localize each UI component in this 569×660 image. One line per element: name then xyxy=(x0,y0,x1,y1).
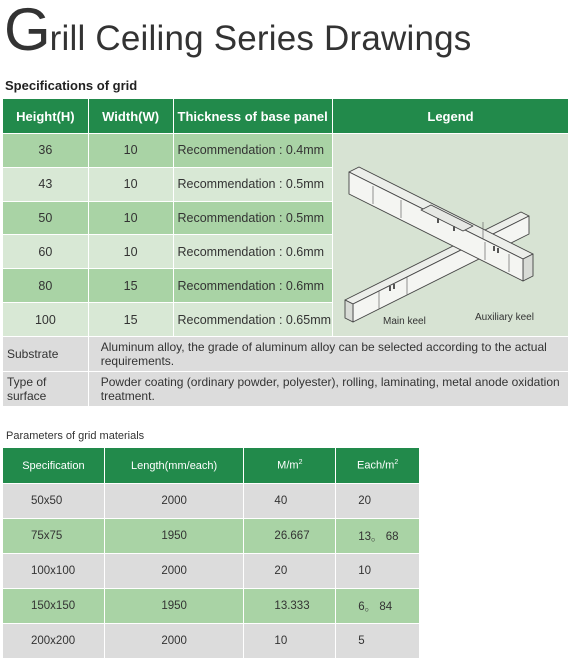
cell-m: 40 xyxy=(244,484,336,519)
cell-width: 10 xyxy=(88,235,173,269)
spec-header-row xyxy=(3,99,569,134)
cell-length: 2000 xyxy=(104,624,244,659)
header-each-label: Each/m xyxy=(357,459,395,472)
cell-each: 13。 68 xyxy=(336,519,420,554)
cell-length: 1950 xyxy=(104,589,244,624)
header-length: Length(mm/each) xyxy=(104,448,244,484)
cell-length: 2000 xyxy=(104,554,244,589)
table-row xyxy=(3,519,420,554)
table-row xyxy=(3,134,569,168)
header-thickness: Thickness of base panel xyxy=(173,99,332,134)
grid-keel-illustration xyxy=(333,134,567,336)
cell-thickness: Recommendation : 0.6mm xyxy=(173,235,332,269)
param-table xyxy=(2,447,420,659)
cell-m: 10 xyxy=(244,624,336,659)
legend-auxiliary-keel: Auxiliary keel xyxy=(474,312,534,323)
cell-each: 20 xyxy=(336,484,420,519)
header-m-label: M/m xyxy=(277,459,299,472)
table-row xyxy=(3,624,420,659)
header-each-per-m2 xyxy=(336,448,420,484)
cell-spec: 200x200 xyxy=(3,624,105,659)
table-row xyxy=(3,484,420,519)
cell-height: 50 xyxy=(3,201,89,235)
surface-value: Powder coating (ordinary powder, polyester), rolling, laminating, metal anode oxidation treatment. xyxy=(88,372,568,407)
legend-cell xyxy=(332,134,568,337)
table-row xyxy=(3,554,420,589)
substrate-value: Aluminum alloy, the grade of aluminum alloy can be selected according to the actual requirements. xyxy=(88,337,568,372)
cell-length: 1950 xyxy=(104,519,244,554)
cell-m: 26.667 xyxy=(244,519,336,554)
cell-each: 6。 84 xyxy=(336,589,420,624)
cell-height: 60 xyxy=(3,235,89,269)
substrate-label: Substrate xyxy=(3,337,89,372)
table-row xyxy=(3,589,420,624)
surface-label: Type of surface xyxy=(3,372,89,407)
cell-height: 36 xyxy=(3,134,89,168)
spec-section-title: Specifications of grid xyxy=(5,78,138,93)
cell-thickness: Recommendation : 0.5mm xyxy=(173,167,332,201)
page-title xyxy=(4,0,472,66)
param-section-title: Parameters of grid materials xyxy=(6,430,145,442)
cell-m: 13.333 xyxy=(244,589,336,624)
header-m-per-m2 xyxy=(244,448,336,484)
cell-thickness: Recommendation : 0.4mm xyxy=(173,134,332,168)
cell-thickness: Recommendation : 0.5mm xyxy=(173,201,332,235)
param-header-row xyxy=(3,448,420,484)
cell-width: 15 xyxy=(88,269,173,303)
cell-width: 15 xyxy=(88,303,173,337)
title-rest: rill Ceiling Series Drawings xyxy=(49,19,472,58)
header-legend: Legend xyxy=(332,99,568,134)
header-height: Height(H) xyxy=(3,99,89,134)
cell-width: 10 xyxy=(88,134,173,168)
cell-spec: 50x50 xyxy=(3,484,105,519)
header-m-sup: 2 xyxy=(298,459,303,467)
cell-thickness: Recommendation : 0.65mm xyxy=(173,303,332,337)
cell-height: 80 xyxy=(3,269,89,303)
header-each-sup: 2 xyxy=(394,459,399,467)
header-specification: Specification xyxy=(3,448,105,484)
surface-row xyxy=(3,372,569,407)
substrate-row xyxy=(3,337,569,372)
cell-height: 100 xyxy=(3,303,89,337)
cell-spec: 150x150 xyxy=(3,589,105,624)
legend-main-keel: Main keel xyxy=(382,316,426,327)
cell-spec: 100x100 xyxy=(3,554,105,589)
cell-thickness: Recommendation : 0.6mm xyxy=(173,269,332,303)
cell-m: 20 xyxy=(244,554,336,589)
cell-each: 10 xyxy=(336,554,420,589)
cell-width: 10 xyxy=(88,167,173,201)
cell-spec: 75x75 xyxy=(3,519,105,554)
cell-width: 10 xyxy=(88,201,173,235)
spec-table xyxy=(2,98,569,407)
header-width: Width(W) xyxy=(88,99,173,134)
cell-height: 43 xyxy=(3,167,89,201)
cell-each: 5 xyxy=(336,624,420,659)
title-first-letter: G xyxy=(4,0,50,63)
cell-length: 2000 xyxy=(104,484,244,519)
